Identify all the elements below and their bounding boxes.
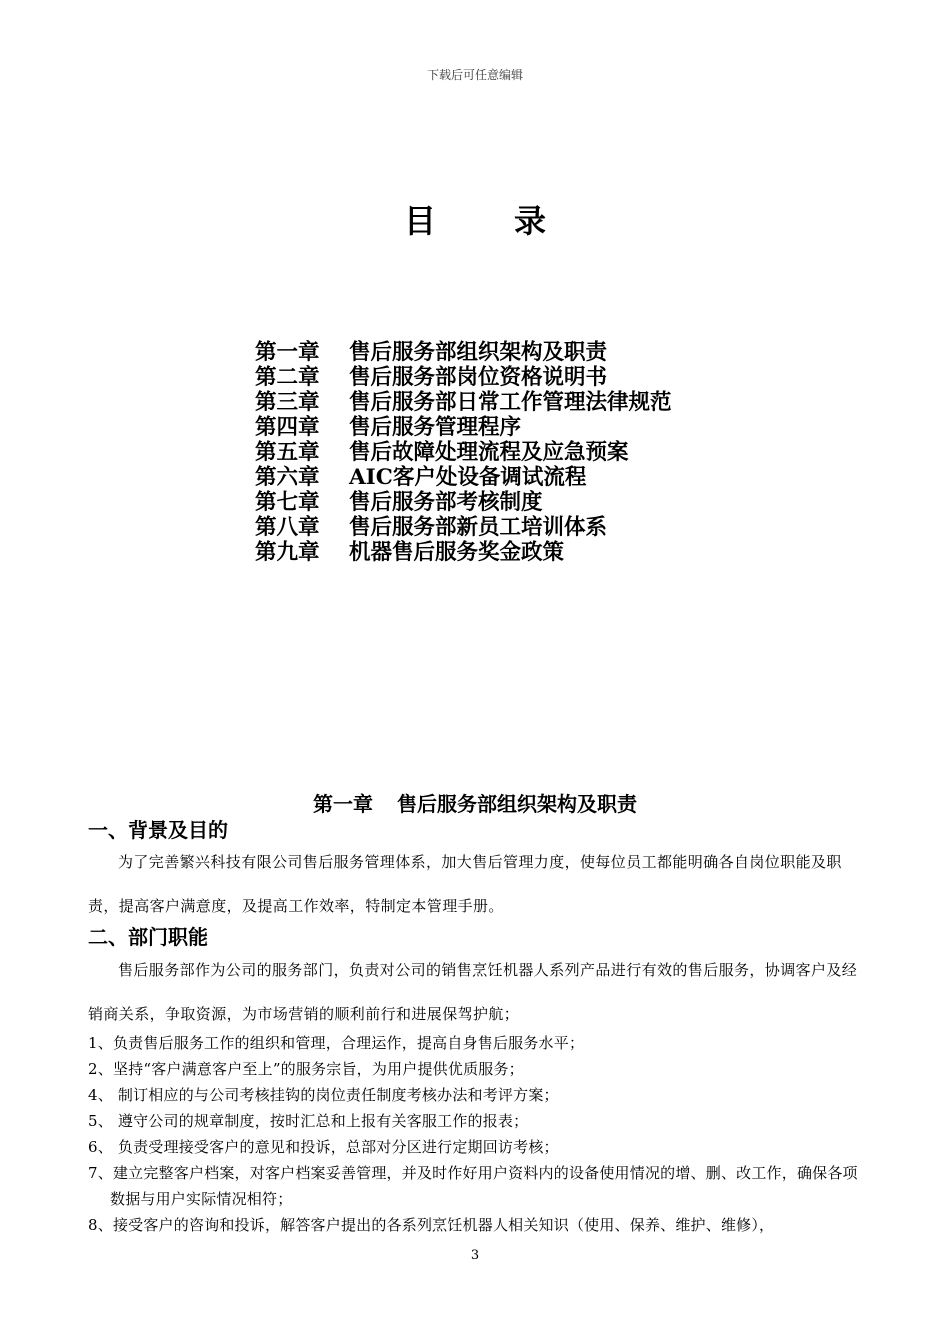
toc-item-title: 机器售后服务奖金政策 [349, 540, 565, 565]
toc-item-title: 售后服务部考核制度 [349, 490, 543, 515]
toc-item-number: 第三章 [255, 390, 320, 415]
toc-item[interactable] [255, 540, 672, 565]
toc-list [255, 340, 672, 565]
toc-item-number: 第六章 [255, 465, 320, 490]
toc-item-title: 售后服务部新员工培训体系 [349, 515, 608, 540]
toc-item[interactable] [255, 465, 672, 490]
toc-title [0, 196, 950, 242]
toc-title-right: 录 [514, 202, 547, 240]
list-item: 8、接受客户的咨询和投诉，解答客户提出的各系列烹饪机器人相关知识（使用、保养、维护、维修）， [88, 1216, 775, 1234]
list-item: 4、 制订相应的与公司考核挂钩的岗位责任制度考核办法和考评方案； [88, 1086, 559, 1104]
toc-item-number: 第五章 [255, 440, 320, 465]
toc-item[interactable] [255, 490, 672, 515]
toc-item-number: 第四章 [255, 415, 320, 440]
list-item: 5、 遵守公司的规章制度，按时汇总和上报有关客服工作的报表； [88, 1112, 529, 1130]
list-item: 6、 负责受理接受客户的意见和投诉，总部对分区进行定期回访考核； [88, 1138, 559, 1156]
toc-item[interactable] [255, 440, 672, 465]
chapter-number: 第一章 [313, 792, 373, 816]
toc-item-number: 第九章 [255, 540, 320, 565]
duty-list [88, 1030, 864, 1238]
toc-item[interactable] [255, 390, 672, 415]
chapter-heading [0, 788, 950, 817]
chapter-title: 售后服务部组织架构及职责 [397, 792, 637, 816]
toc-item[interactable] [255, 515, 672, 540]
toc-item-title: 售后服务部日常工作管理法律规范 [349, 390, 672, 415]
functions-paragraph: 售后服务部作为公司的服务部门，负责对公司的销售烹饪机器人系列产品进行有效的售后服务，协调客户及经销商关系，争取资源，为市场营销的顺利前行和进展保驾护航； [88, 961, 858, 1023]
toc-item[interactable] [255, 340, 672, 365]
background-paragraph: 为了完善繁兴科技有限公司售后服务管理体系，加大售后管理力度，使每位员工都能明确各自岗位职能及职责，提高客户满意度，及提高工作效率，特制定本管理手册。 [88, 853, 842, 915]
toc-title-left: 目 [403, 202, 436, 240]
toc-item-title: 售后故障处理流程及应急预案 [349, 440, 629, 465]
toc-item-number: 第一章 [255, 340, 320, 365]
toc-item-title: AIC客户处设备调试流程 [349, 465, 587, 490]
toc-item-title: 售后服务部岗位资格说明书 [349, 365, 608, 390]
toc-item[interactable] [255, 415, 672, 440]
toc-item-number: 第八章 [255, 515, 320, 540]
toc-item-title: 售后服务部组织架构及职责 [349, 340, 608, 365]
page-number: 3 [470, 1248, 480, 1263]
page-header-note: 下载后可任意编辑 [426, 68, 523, 82]
list-item: 7、建立完整客户档案，对客户档案妥善管理，并及时作好用户资料内的设备使用情况的增、删、改工作，确保各项数据与用户实际情况相符； [88, 1164, 858, 1208]
list-item: 1、负责售后服务工作的组织和管理，合理运作，提高自身售后服务水平； [88, 1034, 585, 1052]
toc-item-number: 第二章 [255, 365, 320, 390]
section-heading-functions: 二、部门职能 [88, 925, 208, 949]
toc-item[interactable] [255, 365, 672, 390]
list-item: 2、坚持“客户满意客户至上”的服务宗旨，为用户提供优质服务； [88, 1060, 524, 1078]
section-heading-background: 一、背景及目的 [88, 818, 228, 842]
toc-item-title: 售后服务管理程序 [349, 415, 522, 440]
toc-item-number: 第七章 [255, 490, 320, 515]
